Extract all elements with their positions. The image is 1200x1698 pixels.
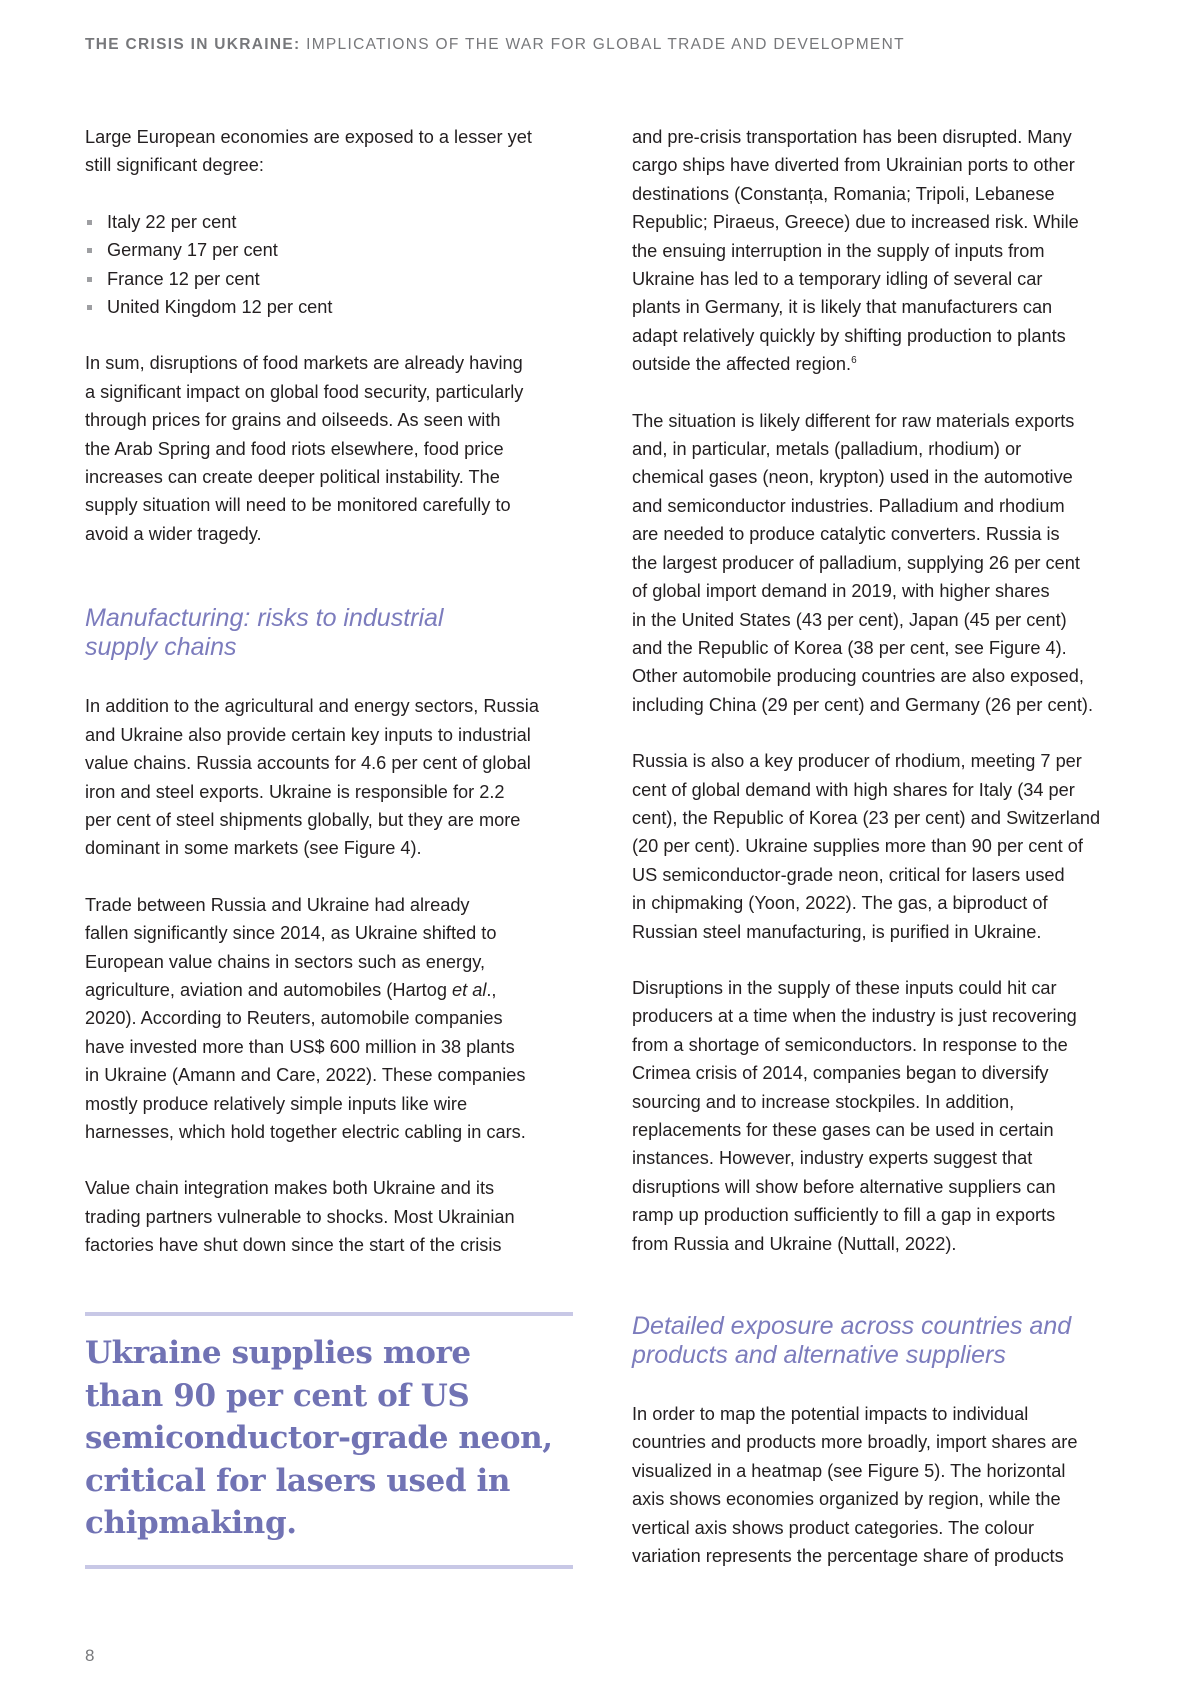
- transportation-paragraph: [632, 123, 1132, 379]
- trade-history-text-a: Trade between Russia and Ukraine had already fallen significantly since 2014, as Ukraine shifted to European value chains in sectors such as energy, agriculture, aviation and automobiles (Hartog: [85, 894, 497, 1000]
- pull-quote-text: Ukraine supplies more than 90 per cent of US semiconductor-grade neon, critical for lasers used in chipmaking.: [85, 1335, 553, 1541]
- trade-history-text-b: ., 2020). According to Reuters, automobile companies have invested more than US$ 600 million in 38 plants in Ukraine (Amann and Care, 2022). These companies mostly produce relatively simple inputs like wire harnesses, which hold together electric cabling in cars.: [85, 979, 526, 1142]
- transportation-text: and pre-crisis transportation has been disrupted. Many cargo ships have diverted from Ukrainian ports to other destinations (Constanța, Romania; Tripoli, Lebanese Republic; Piraeus, Greece) due to increased risk. While the ensuing interruption in the supply of inputs from Ukraine has led to a temporary idling of several car plants in Germany, it is likely that manufacturers can adapt relatively quickly by shifting production to plants outside the affected region.: [632, 127, 1079, 375]
- intro-paragraph: Large European economies are exposed to a lesser yet still significant degree:: [85, 127, 532, 176]
- heatmap-intro-paragraph: In order to map the potential impacts to individual countries and products more broadly, import shares are visualized in a heatmap (see Figure 5). The horizontal axis shows economies organized by region, while the vertical axis shows product categories. The colour variation represents the percentage share of products: [632, 1404, 1078, 1567]
- bullet-item-united-kingdom: United Kingdom 12 per cent: [85, 293, 585, 321]
- manufacturing-section-heading: Manufacturing: risks to industrial supply chains: [85, 604, 444, 662]
- page-number: 8: [85, 1646, 95, 1665]
- industrial-inputs-paragraph: In addition to the agricultural and energy sectors, Russia and Ukraine also provide certain key inputs to industrial value chains. Russia accounts for 4.6 per cent of global iron and steel exports. Ukraine is responsible for 2.2 per cent of steel shipments globally, but they are more dominant in some markets (see Figure 4).: [85, 696, 539, 859]
- pull-quote: [85, 1312, 573, 1569]
- rhodium-paragraph: Russia is also a key producer of rhodium, meeting 7 per cent of global demand with high shares for Italy (34 per cent), the Republic of Korea (23 per cent) and Switzerland (20 per cent). Ukraine supplies more than 90 per cent of US semiconductor-grade neon, critical for lasers used in chipmaking (Yoon, 2022). The gas, a biproduct of Russian steel manufacturing, is purified in Ukraine.: [632, 751, 1101, 942]
- food-security-paragraph: In sum, disruptions of food markets are already having a significant impact on global food security, particularly through prices for grains and oilseeds. As seen with the Arab Spring and food riots elsewhere, food price increases can create deeper political instability. The supply situation will need to be monitored carefully to avoid a wider tragedy.: [85, 353, 524, 544]
- trade-history-et-al: et al: [451, 979, 487, 1000]
- bullet-item-italy: Italy 22 per cent: [85, 208, 585, 236]
- footnote-ref: 6: [851, 355, 857, 367]
- exposure-bullet-list: [85, 208, 585, 322]
- disruptions-paragraph: Disruptions in the supply of these inputs could hit car producers at a time when the industry is just recovering from a shortage of semiconductors. In response to the Crimea crisis of 2014, companies began to diversify sourcing and to increase stockpiles. In addition, replacements for these gases can be used in certain instances. However, industry experts suggest that disruptions will show before alternative suppliers can ramp up production sufficiently to fill a gap in exports from Russia and Ukraine (Nuttall, 2022).: [632, 977, 1077, 1254]
- bullet-item-france: France 12 per cent: [85, 265, 585, 293]
- running-header: [85, 36, 905, 54]
- running-header-title: THE CRISIS IN UKRAINE:: [85, 36, 301, 53]
- detailed-exposure-section-heading: Detailed exposure across countries and products and alternative suppliers: [632, 1312, 1072, 1370]
- value-chain-paragraph: Value chain integration makes both Ukraine and its trading partners vulnerable to shocks. Most Ukrainian factories have shut down since the start of the crisis: [85, 1178, 515, 1256]
- right-column: [632, 123, 1132, 1570]
- trade-history-paragraph: [85, 891, 585, 1147]
- running-header-subtitle: IMPLICATIONS OF THE WAR FOR GLOBAL TRADE AND DEVELOPMENT: [300, 36, 905, 53]
- left-column: [85, 123, 585, 1260]
- bullet-item-germany: Germany 17 per cent: [85, 236, 585, 264]
- raw-materials-paragraph: The situation is likely different for raw materials exports and, in particular, metals (palladium, rhodium) or chemical gases (neon, krypton) used in the automotive and semiconductor industries. Palladium and rhodium are needed to produce catalytic converters. Russia is the largest producer of palladium, supplying 26 per cent of global import demand in 2019, with higher shares in the United States (43 per cent), Japan (45 per cent) and the Republic of Korea (38 per cent, see Figure 4). Other automobile producing countries are also exposed, including China (29 per cent) and Germany (26 per cent).: [632, 410, 1093, 715]
